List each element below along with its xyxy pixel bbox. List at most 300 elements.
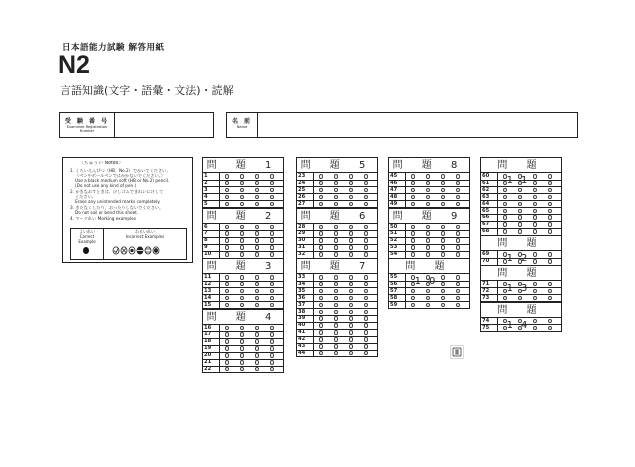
answer-bubble[interactable] (426, 181, 430, 186)
answer-bubble[interactable] (456, 289, 460, 294)
answer-bubble[interactable] (411, 303, 415, 308)
answer-bubble[interactable] (240, 360, 244, 365)
answer-bubble[interactable] (533, 229, 537, 234)
answer-bubble[interactable] (270, 225, 274, 230)
answer-bubble[interactable] (349, 337, 353, 342)
answer-bubble[interactable] (426, 188, 430, 193)
answer-bubble[interactable] (503, 188, 507, 193)
answer-bubble[interactable] (255, 303, 259, 308)
answer-bubble[interactable] (319, 296, 323, 301)
answer-bubble[interactable] (518, 215, 522, 220)
answer-bubble[interactable] (334, 188, 338, 193)
answer-bubble[interactable] (411, 238, 415, 243)
answer-bubble[interactable] (225, 353, 229, 358)
answer-bubble[interactable] (270, 195, 274, 200)
answer-bubble[interactable] (533, 209, 537, 214)
answer-bubble[interactable] (255, 282, 259, 287)
answer-bubble[interactable] (441, 303, 445, 308)
answer-bubble[interactable] (225, 231, 229, 236)
answer-bubble[interactable] (364, 252, 368, 257)
answer-bubble[interactable] (349, 323, 353, 328)
answer-bubble[interactable] (364, 296, 368, 301)
answer-bubble[interactable] (319, 181, 323, 186)
answer-bubble[interactable] (349, 344, 353, 349)
answer-bubble[interactable] (503, 259, 507, 264)
answer-bubble[interactable] (533, 289, 537, 294)
answer-bubble[interactable] (533, 222, 537, 227)
answer-bubble[interactable] (426, 289, 430, 294)
answer-bubble[interactable] (456, 303, 460, 308)
answer-bubble[interactable] (255, 174, 259, 179)
answer-bubble[interactable] (240, 231, 244, 236)
answer-bubble[interactable] (349, 252, 353, 257)
answer-bubble[interactable] (364, 310, 368, 315)
answer-bubble[interactable] (319, 289, 323, 294)
answer-bubble[interactable] (533, 215, 537, 220)
answer-bubble[interactable] (319, 316, 323, 321)
answer-bubble[interactable] (503, 222, 507, 227)
answer-bubble[interactable] (240, 238, 244, 243)
answer-bubble[interactable] (364, 174, 368, 179)
answer-bubble[interactable] (349, 289, 353, 294)
answer-bubble[interactable] (270, 174, 274, 179)
answer-bubble[interactable] (349, 181, 353, 186)
answer-bubble[interactable] (364, 188, 368, 193)
answer-bubble[interactable] (411, 225, 415, 230)
answer-bubble[interactable] (533, 319, 537, 324)
answer-bubble[interactable] (349, 282, 353, 287)
answer-bubble[interactable] (319, 275, 323, 280)
answer-bubble[interactable] (548, 195, 552, 200)
answer-bubble[interactable] (518, 252, 522, 257)
answer-bubble[interactable] (548, 259, 552, 264)
answer-bubble[interactable] (456, 181, 460, 186)
answer-bubble[interactable] (240, 339, 244, 344)
answer-bubble[interactable] (334, 181, 338, 186)
answer-bubble[interactable] (334, 310, 338, 315)
answer-bubble[interactable] (225, 188, 229, 193)
answer-bubble[interactable] (319, 282, 323, 287)
answer-bubble[interactable] (426, 275, 430, 280)
answer-bubble[interactable] (456, 282, 460, 287)
answer-bubble[interactable] (349, 303, 353, 308)
answer-bubble[interactable] (533, 296, 537, 301)
answer-bubble[interactable] (270, 332, 274, 337)
answer-bubble[interactable] (364, 323, 368, 328)
answer-bubble[interactable] (319, 344, 323, 349)
answer-bubble[interactable] (334, 245, 338, 250)
answer-bubble[interactable] (255, 332, 259, 337)
answer-bubble[interactable] (225, 238, 229, 243)
answer-bubble[interactable] (334, 289, 338, 294)
answer-bubble[interactable] (240, 353, 244, 358)
answer-bubble[interactable] (334, 351, 338, 356)
answer-bubble[interactable] (319, 202, 323, 207)
answer-bubble[interactable] (456, 238, 460, 243)
answer-bubble[interactable] (270, 282, 274, 287)
answer-bubble[interactable] (503, 326, 507, 331)
answer-bubble[interactable] (518, 209, 522, 214)
answer-bubble[interactable] (503, 181, 507, 186)
answer-bubble[interactable] (334, 275, 338, 280)
answer-bubble[interactable] (270, 181, 274, 186)
answer-bubble[interactable] (349, 245, 353, 250)
answer-bubble[interactable] (240, 282, 244, 287)
answer-bubble[interactable] (456, 296, 460, 301)
answer-bubble[interactable] (456, 252, 460, 257)
answer-bubble[interactable] (364, 181, 368, 186)
answer-bubble[interactable] (518, 229, 522, 234)
answer-bubble[interactable] (364, 330, 368, 335)
answer-bubble[interactable] (426, 238, 430, 243)
answer-bubble[interactable] (270, 245, 274, 250)
answer-bubble[interactable] (255, 289, 259, 294)
answer-bubble[interactable] (533, 188, 537, 193)
answer-bubble[interactable] (364, 282, 368, 287)
answer-bubble[interactable] (364, 275, 368, 280)
answer-bubble[interactable] (334, 202, 338, 207)
answer-bubble[interactable] (503, 174, 507, 179)
answer-bubble[interactable] (349, 296, 353, 301)
answer-bubble[interactable] (364, 225, 368, 230)
answer-bubble[interactable] (503, 202, 507, 207)
answer-bubble[interactable] (334, 238, 338, 243)
answer-bubble[interactable] (225, 202, 229, 207)
answer-bubble[interactable] (548, 289, 552, 294)
answer-bubble[interactable] (225, 346, 229, 351)
answer-bubble[interactable] (533, 282, 537, 287)
answer-bubble[interactable] (411, 252, 415, 257)
answer-bubble[interactable] (364, 245, 368, 250)
answer-bubble[interactable] (270, 188, 274, 193)
answer-bubble[interactable] (411, 188, 415, 193)
answer-bubble[interactable] (548, 229, 552, 234)
answer-bubble[interactable] (518, 289, 522, 294)
answer-bubble[interactable] (334, 316, 338, 321)
answer-bubble[interactable] (533, 202, 537, 207)
answer-bubble[interactable] (426, 202, 430, 207)
answer-bubble[interactable] (518, 181, 522, 186)
answer-bubble[interactable] (319, 231, 323, 236)
answer-bubble[interactable] (441, 245, 445, 250)
answer-bubble[interactable] (225, 245, 229, 250)
answer-bubble[interactable] (518, 296, 522, 301)
answer-bubble[interactable] (270, 202, 274, 207)
answer-bubble[interactable] (364, 303, 368, 308)
answer-bubble[interactable] (503, 215, 507, 220)
answer-bubble[interactable] (225, 326, 229, 331)
answer-bubble[interactable] (426, 174, 430, 179)
answer-bubble[interactable] (270, 275, 274, 280)
answer-bubble[interactable] (319, 323, 323, 328)
answer-bubble[interactable] (255, 225, 259, 230)
answer-bubble[interactable] (548, 209, 552, 214)
answer-bubble[interactable] (349, 316, 353, 321)
answer-bubble[interactable] (441, 195, 445, 200)
answer-bubble[interactable] (349, 202, 353, 207)
answer-bubble[interactable] (334, 303, 338, 308)
answer-bubble[interactable] (518, 282, 522, 287)
answer-bubble[interactable] (334, 282, 338, 287)
answer-bubble[interactable] (441, 282, 445, 287)
answer-bubble[interactable] (225, 303, 229, 308)
answer-bubble[interactable] (456, 275, 460, 280)
answer-bubble[interactable] (225, 225, 229, 230)
answer-bubble[interactable] (441, 225, 445, 230)
answer-bubble[interactable] (456, 188, 460, 193)
answer-bubble[interactable] (270, 326, 274, 331)
answer-bubble[interactable] (240, 174, 244, 179)
answer-bubble[interactable] (441, 289, 445, 294)
answer-bubble[interactable] (411, 174, 415, 179)
answer-bubble[interactable] (518, 195, 522, 200)
answer-bubble[interactable] (548, 252, 552, 257)
answer-bubble[interactable] (319, 245, 323, 250)
answer-bubble[interactable] (225, 360, 229, 365)
answer-bubble[interactable] (349, 188, 353, 193)
answer-bubble[interactable] (319, 330, 323, 335)
answer-bubble[interactable] (518, 222, 522, 227)
answer-bubble[interactable] (240, 252, 244, 257)
answer-bubble[interactable] (334, 337, 338, 342)
answer-bubble[interactable] (548, 181, 552, 186)
answer-bubble[interactable] (255, 346, 259, 351)
answer-bubble[interactable] (225, 181, 229, 186)
answer-bubble[interactable] (270, 303, 274, 308)
answer-bubble[interactable] (319, 225, 323, 230)
answer-bubble[interactable] (334, 225, 338, 230)
answer-bubble[interactable] (319, 174, 323, 179)
answer-bubble[interactable] (518, 319, 522, 324)
answer-bubble[interactable] (255, 360, 259, 365)
answer-bubble[interactable] (548, 282, 552, 287)
answer-bubble[interactable] (270, 367, 274, 372)
answer-bubble[interactable] (334, 174, 338, 179)
answer-bubble[interactable] (240, 188, 244, 193)
answer-bubble[interactable] (456, 202, 460, 207)
answer-bubble[interactable] (349, 231, 353, 236)
answer-bubble[interactable] (349, 310, 353, 315)
answer-bubble[interactable] (270, 353, 274, 358)
answer-bubble[interactable] (240, 289, 244, 294)
answer-bubble[interactable] (411, 296, 415, 301)
answer-bubble[interactable] (319, 337, 323, 342)
answer-bubble[interactable] (533, 326, 537, 331)
answer-bubble[interactable] (364, 337, 368, 342)
answer-bubble[interactable] (255, 188, 259, 193)
answer-bubble[interactable] (255, 296, 259, 301)
answer-bubble[interactable] (518, 326, 522, 331)
answer-bubble[interactable] (349, 330, 353, 335)
answer-bubble[interactable] (255, 326, 259, 331)
answer-bubble[interactable] (334, 330, 338, 335)
answer-bubble[interactable] (270, 360, 274, 365)
answer-bubble[interactable] (270, 296, 274, 301)
answer-bubble[interactable] (334, 323, 338, 328)
answer-bubble[interactable] (518, 188, 522, 193)
answer-bubble[interactable] (441, 252, 445, 257)
answer-bubble[interactable] (533, 195, 537, 200)
answer-bubble[interactable] (441, 181, 445, 186)
answer-bubble[interactable] (240, 181, 244, 186)
answer-bubble[interactable] (364, 195, 368, 200)
answer-bubble[interactable] (518, 259, 522, 264)
answer-bubble[interactable] (456, 231, 460, 236)
answer-bubble[interactable] (364, 238, 368, 243)
answer-bubble[interactable] (548, 296, 552, 301)
answer-bubble[interactable] (270, 339, 274, 344)
answer-bubble[interactable] (411, 275, 415, 280)
answer-bubble[interactable] (319, 238, 323, 243)
answer-bubble[interactable] (225, 289, 229, 294)
exam-number-field[interactable] (115, 113, 213, 137)
answer-bubble[interactable] (533, 259, 537, 264)
answer-bubble[interactable] (548, 222, 552, 227)
answer-bubble[interactable] (441, 296, 445, 301)
answer-bubble[interactable] (548, 319, 552, 324)
answer-bubble[interactable] (225, 339, 229, 344)
answer-bubble[interactable] (225, 296, 229, 301)
answer-bubble[interactable] (364, 231, 368, 236)
answer-bubble[interactable] (518, 174, 522, 179)
answer-bubble[interactable] (533, 181, 537, 186)
answer-bubble[interactable] (426, 231, 430, 236)
answer-bubble[interactable] (426, 303, 430, 308)
answer-bubble[interactable] (270, 231, 274, 236)
answer-bubble[interactable] (255, 252, 259, 257)
answer-bubble[interactable] (349, 195, 353, 200)
answer-bubble[interactable] (240, 326, 244, 331)
answer-bubble[interactable] (240, 303, 244, 308)
answer-bubble[interactable] (334, 231, 338, 236)
answer-bubble[interactable] (548, 326, 552, 331)
answer-bubble[interactable] (270, 289, 274, 294)
answer-bubble[interactable] (334, 195, 338, 200)
answer-bubble[interactable] (518, 202, 522, 207)
answer-bubble[interactable] (225, 174, 229, 179)
answer-bubble[interactable] (255, 367, 259, 372)
answer-bubble[interactable] (426, 245, 430, 250)
answer-bubble[interactable] (503, 252, 507, 257)
answer-bubble[interactable] (503, 296, 507, 301)
answer-bubble[interactable] (349, 275, 353, 280)
answer-bubble[interactable] (225, 332, 229, 337)
answer-bubble[interactable] (349, 351, 353, 356)
answer-bubble[interactable] (270, 238, 274, 243)
answer-bubble[interactable] (533, 174, 537, 179)
answer-bubble[interactable] (240, 275, 244, 280)
answer-bubble[interactable] (426, 282, 430, 287)
answer-bubble[interactable] (364, 316, 368, 321)
answer-bubble[interactable] (255, 339, 259, 344)
answer-bubble[interactable] (319, 310, 323, 315)
answer-bubble[interactable] (548, 215, 552, 220)
answer-bubble[interactable] (255, 202, 259, 207)
answer-bubble[interactable] (349, 225, 353, 230)
answer-bubble[interactable] (503, 229, 507, 234)
answer-bubble[interactable] (225, 252, 229, 257)
answer-bubble[interactable] (411, 202, 415, 207)
answer-bubble[interactable] (548, 174, 552, 179)
answer-bubble[interactable] (349, 238, 353, 243)
answer-bubble[interactable] (503, 289, 507, 294)
answer-bubble[interactable] (441, 188, 445, 193)
answer-bubble[interactable] (456, 174, 460, 179)
answer-bubble[interactable] (411, 289, 415, 294)
answer-bubble[interactable] (533, 252, 537, 257)
answer-bubble[interactable] (426, 195, 430, 200)
answer-bubble[interactable] (319, 188, 323, 193)
answer-bubble[interactable] (349, 174, 353, 179)
answer-bubble[interactable] (456, 225, 460, 230)
answer-bubble[interactable] (411, 282, 415, 287)
answer-bubble[interactable] (225, 195, 229, 200)
answer-bubble[interactable] (456, 245, 460, 250)
answer-bubble[interactable] (255, 275, 259, 280)
answer-bubble[interactable] (240, 296, 244, 301)
answer-bubble[interactable] (364, 344, 368, 349)
answer-bubble[interactable] (411, 231, 415, 236)
answer-bubble[interactable] (255, 195, 259, 200)
answer-bubble[interactable] (240, 195, 244, 200)
answer-bubble[interactable] (364, 351, 368, 356)
answer-bubble[interactable] (240, 332, 244, 337)
answer-bubble[interactable] (548, 202, 552, 207)
answer-bubble[interactable] (225, 275, 229, 280)
answer-bubble[interactable] (240, 202, 244, 207)
answer-bubble[interactable] (225, 282, 229, 287)
answer-bubble[interactable] (240, 367, 244, 372)
answer-bubble[interactable] (411, 181, 415, 186)
answer-bubble[interactable] (411, 245, 415, 250)
answer-bubble[interactable] (411, 195, 415, 200)
answer-bubble[interactable] (240, 245, 244, 250)
answer-bubble[interactable] (334, 252, 338, 257)
answer-bubble[interactable] (441, 231, 445, 236)
answer-bubble[interactable] (441, 275, 445, 280)
answer-bubble[interactable] (240, 225, 244, 230)
answer-bubble[interactable] (426, 225, 430, 230)
answer-bubble[interactable] (240, 346, 244, 351)
answer-bubble[interactable] (426, 296, 430, 301)
answer-bubble[interactable] (364, 289, 368, 294)
answer-bubble[interactable] (334, 296, 338, 301)
answer-bubble[interactable] (255, 353, 259, 358)
answer-bubble[interactable] (319, 195, 323, 200)
answer-bubble[interactable] (334, 344, 338, 349)
answer-bubble[interactable] (503, 319, 507, 324)
answer-bubble[interactable] (255, 238, 259, 243)
answer-bubble[interactable] (364, 202, 368, 207)
answer-bubble[interactable] (319, 252, 323, 257)
answer-bubble[interactable] (319, 351, 323, 356)
answer-bubble[interactable] (255, 245, 259, 250)
name-field[interactable] (258, 113, 577, 137)
answer-bubble[interactable] (503, 282, 507, 287)
answer-bubble[interactable] (548, 188, 552, 193)
answer-bubble[interactable] (503, 209, 507, 214)
answer-bubble[interactable] (270, 252, 274, 257)
answer-bubble[interactable] (441, 238, 445, 243)
answer-bubble[interactable] (255, 231, 259, 236)
answer-bubble[interactable] (441, 174, 445, 179)
answer-bubble[interactable] (225, 367, 229, 372)
answer-bubble[interactable] (255, 181, 259, 186)
answer-bubble[interactable] (319, 303, 323, 308)
answer-bubble[interactable] (503, 195, 507, 200)
answer-bubble[interactable] (270, 346, 274, 351)
answer-bubble[interactable] (456, 195, 460, 200)
